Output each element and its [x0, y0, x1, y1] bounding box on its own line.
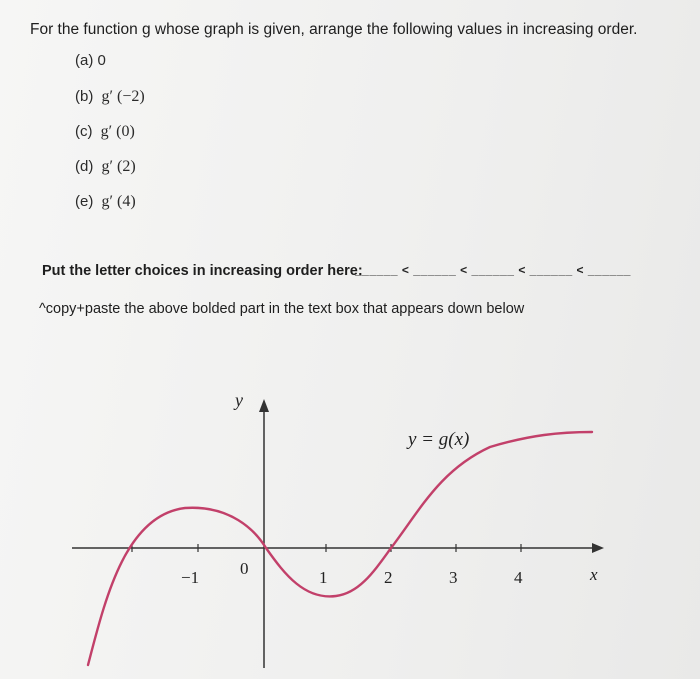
y-axis-arrow-icon [259, 399, 269, 412]
choice-value: 0 [97, 52, 106, 69]
choice-value: g′ (0) [100, 123, 135, 140]
choice-label: (a) [75, 52, 94, 69]
tick-label-3: 3 [449, 568, 458, 587]
tick-label-neg1: −1 [181, 568, 200, 587]
choice-label: (e) [75, 193, 94, 210]
choice-label: (c) [75, 123, 93, 140]
x-axis-arrow-icon [592, 543, 604, 553]
instruction-text: Put the letter choices in increasing order here: [42, 263, 363, 279]
choice-label: (d) [75, 158, 94, 175]
y-axis-label: y [235, 390, 243, 410]
tick-label-2: 2 [384, 568, 393, 587]
question-text: For the function g whose graph is given, arrange the following values in increasing order. [30, 21, 638, 38]
copy-paste-note: ^copy+paste the above bolded part in the text box that appears down below [39, 301, 525, 317]
tick-label-1: 1 [319, 568, 328, 587]
choice-label: (b) [75, 88, 94, 105]
function-label: y = g(x) [408, 429, 470, 450]
choice-value: g′ (4) [101, 193, 136, 210]
choice-value: g′ (−2) [101, 88, 145, 105]
answer-blanks: ______ < ______ < ______ < ______ < ______ [355, 263, 631, 277]
x-axis-label: x [590, 565, 598, 584]
tick-label-4: 4 [514, 568, 523, 587]
origin-label: 0 [240, 559, 249, 578]
choice-value: g′ (2) [101, 158, 136, 175]
